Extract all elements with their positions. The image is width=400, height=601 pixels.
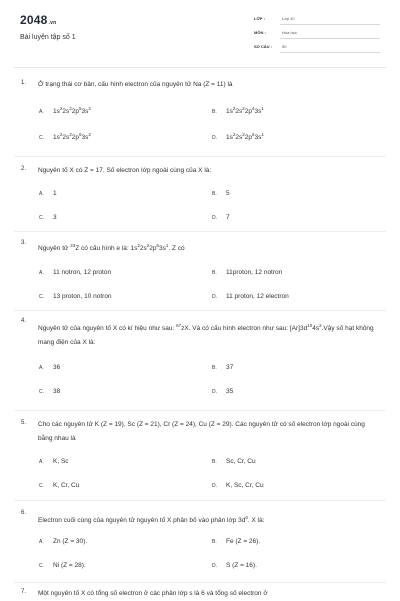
question-text: Nguyên tố X có Z = 17. Số electron lớp ngoài cùng của X là:: [38, 167, 212, 174]
question-number: 6.: [21, 510, 27, 516]
site-logo[interactable]: [20, 13, 56, 27]
option-b[interactable]: B. 11proton, 12 notron: [212, 269, 283, 276]
meta-class: [254, 14, 380, 25]
option-b[interactable]: B. 37: [212, 364, 234, 371]
option-a[interactable]: A. 36: [39, 364, 61, 371]
option-c[interactable]: C. $1s^22s^22p^63s^2$: [39, 131, 91, 141]
header-divider: [14, 67, 386, 68]
question-divider: [14, 582, 386, 583]
meta-subject: [254, 28, 380, 39]
logo-suffix: .vn: [48, 20, 57, 26]
option-a[interactable]: A. $1s^22s^22p^53s^2$: [39, 105, 91, 115]
meta-subject-value: Hóa học: [282, 30, 297, 35]
option-d[interactable]: D. K, Sc, Cr, Cu: [212, 482, 264, 489]
question-divider: [14, 156, 386, 157]
question-number: 1.: [21, 80, 27, 86]
question-text: Ở trạng thái cơ bản, cấu hình electron của nguyên tử Na (Z = 11) là: [38, 81, 233, 88]
option-a[interactable]: A. K, Sc: [39, 458, 69, 465]
option-a[interactable]: A. 1: [39, 190, 57, 197]
question-divider: [14, 500, 386, 501]
meta-count-label: SỐ CÂU :: [254, 44, 272, 49]
option-d[interactable]: D. S (Z = 16).: [212, 562, 257, 569]
logo-text: 2048: [20, 13, 48, 27]
option-d[interactable]: D. 35: [212, 388, 234, 395]
question-text: Một nguyên tố X có tổng số electron ở các phân lớp s là 6 và tổng số electron ở: [38, 590, 268, 597]
question-number: 2.: [21, 166, 27, 172]
question-number: 3.: [21, 240, 27, 246]
option-d[interactable]: D. 11 proton, 12 electron: [212, 293, 289, 300]
option-a[interactable]: A. Zn (Z = 30).: [39, 538, 88, 545]
question-number: 7.: [21, 589, 27, 595]
option-a[interactable]: A. 11 notron, 12 proton: [39, 269, 112, 276]
question-divider: [14, 231, 386, 232]
question-number: 5.: [21, 420, 27, 426]
option-c[interactable]: C. 38: [39, 388, 61, 395]
option-d[interactable]: D. $1s^22s^22p^63s^1$: [212, 131, 264, 141]
worksheet-title: Bài luyện tập số 1: [20, 34, 76, 41]
meta-class-label: LỚP :: [254, 16, 265, 21]
question-text: Nguyên tử $^{23}$Z có cấu hình e là: $1s^22s^22p^63s^1$. Z có: [38, 242, 185, 252]
meta-class-value: Lớp 10: [282, 16, 295, 21]
option-b[interactable]: B. $1s^22s^22p^43s^1$: [212, 105, 264, 115]
option-c[interactable]: C. Ni (Z = 28).: [39, 562, 86, 569]
option-b[interactable]: B. Fe (Z = 26).: [212, 538, 261, 545]
meta-subject-label: MÔN :: [254, 30, 266, 35]
option-c[interactable]: C. 13 proton, 10 notron: [39, 293, 112, 300]
option-d[interactable]: D. 7: [212, 214, 230, 221]
option-c[interactable]: C. K, Cr, Cu: [39, 482, 80, 489]
question-number: 4.: [21, 318, 27, 324]
option-b[interactable]: B. 5: [212, 190, 230, 197]
question-text: Cho các nguyên tử K (Z = 19), Sc (Z = 21), Cr (Z = 24), Cu (Z = 29). Các nguyên tử có số electron lớp ngoài cùng bằng nhau là: [38, 421, 365, 442]
question-text: Electron cuối cùng của nguyên tử nguyên tố X phân bố vào phân lớp $3d^6$. X là:: [38, 514, 265, 524]
header: [0, 0, 400, 62]
option-b[interactable]: B. Sc, Cr, Cu: [212, 458, 256, 465]
question-text: Nguyên tử của nguyên tố X có kí hiệu như sau: $^{67}$zX. Và có cấu hình electron như sau: $[Ar]3d^{10}4s^2.Vậy$ số hạt không mang điện của X là:: [38, 322, 374, 346]
question-divider: [14, 410, 386, 411]
meta-question-count: [254, 42, 380, 53]
question-divider: [14, 310, 386, 311]
option-c[interactable]: C. 3: [39, 214, 57, 221]
meta-count-value: 50: [282, 44, 287, 49]
